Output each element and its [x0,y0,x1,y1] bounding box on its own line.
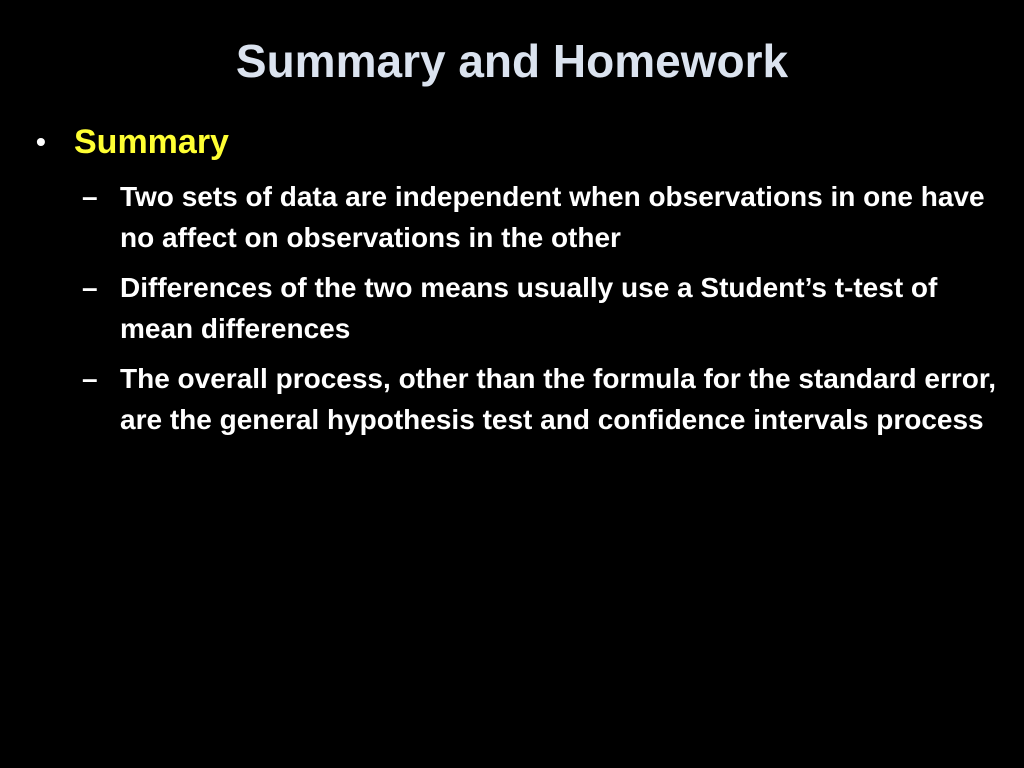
subpoint-independence-text: Two sets of data are independent when observations in one have no affect on observations in the other [120,181,985,253]
dash-icon: – [82,363,98,394]
subpoint-t-test [78,267,1002,349]
dash-icon: – [82,272,98,303]
subpoint-independence [78,176,1002,258]
slide-content [32,122,1002,449]
bullet-dot-icon: • [36,126,46,157]
slide-title: Summary and Homework [235,35,789,87]
bullet-summary-label: Summary [74,123,229,161]
subpoint-t-test-text: Differences of the two means usually use a Student’s t-test of mean differences [120,272,938,344]
dash-icon: – [82,181,98,212]
bullet-summary [32,122,1002,162]
summary-subpoints [32,176,1002,440]
subpoint-process [78,358,1002,440]
subpoint-process-text: The overall process, other than the formula for the standard error, are the general hypothesis test and confidence intervals process [120,363,996,435]
